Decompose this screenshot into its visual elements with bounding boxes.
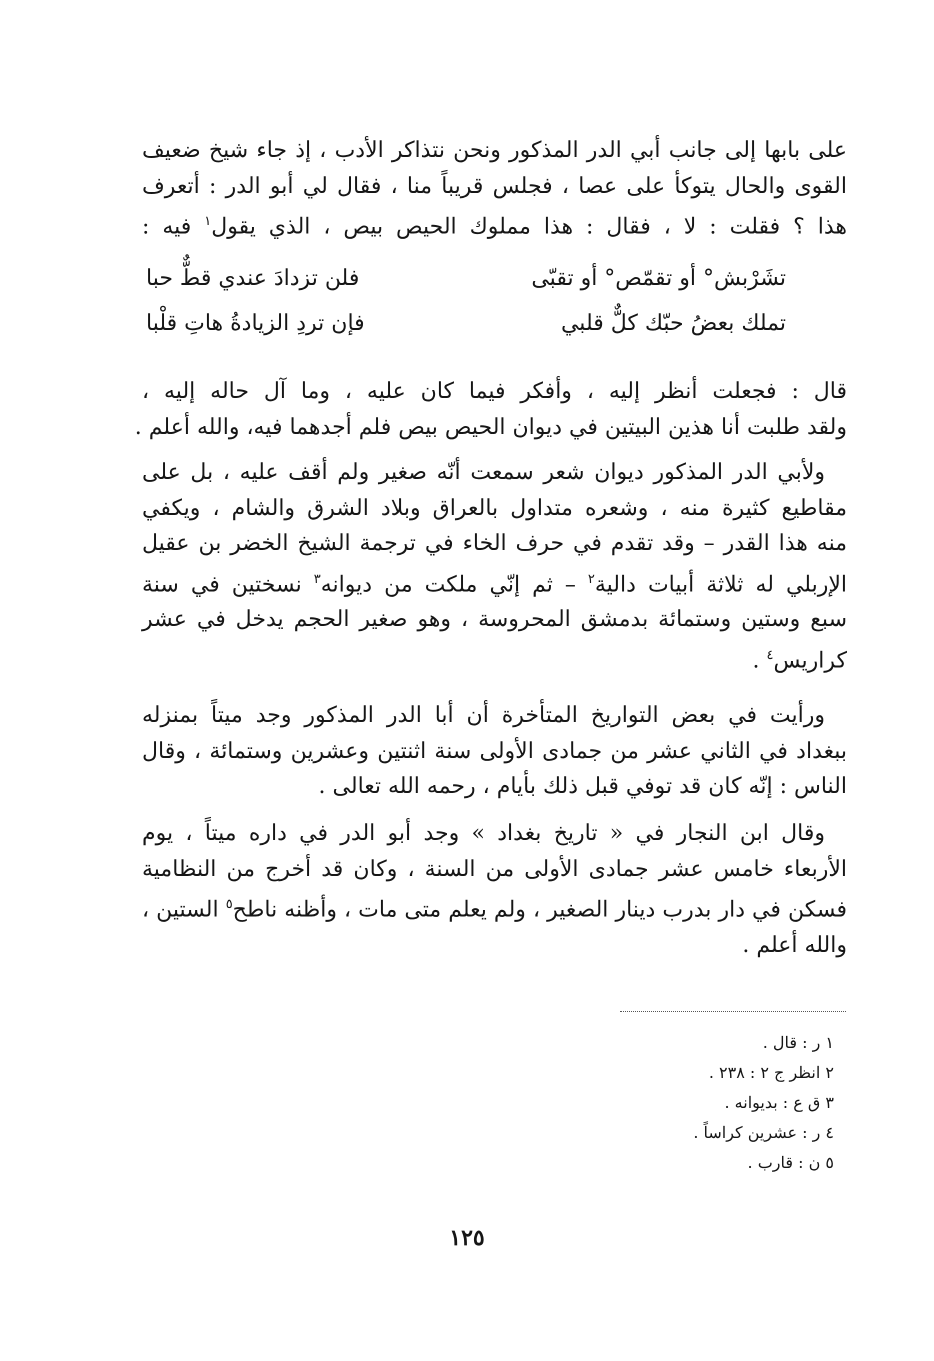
paragraph-4 (142, 698, 847, 805)
text-line (142, 887, 847, 928)
text-line: قال : فجعلت أنظر إليه ، وأفكر فيما كان عليه ، وما آل حاله إليه ، (142, 379, 847, 404)
page-number: ١٢٥ (449, 1225, 485, 1251)
text-segment: فسكن في دار بدرب دينار الصغير ، ولم يعلم متى مات ، وأظنه ناطح (232, 897, 847, 923)
verse-line-1 (146, 266, 786, 302)
text-line (142, 204, 847, 245)
paragraph-3 (142, 455, 847, 679)
text-segment: – ثم إنّي ملكت من ديوانه (320, 571, 588, 597)
verse-line-2 (146, 311, 786, 347)
text-line: سبع وستين وستمائة بدمشق المحروسة ، وهو صغير الحجم يدخل في عشر (142, 607, 847, 633)
text-line: القوى والحال يتوكأ على عصا ، فجلس قريباً منا ، فقال لي أبو الدر : أتعرف (142, 173, 847, 199)
text-line: الناس : إنّه كان قد توفي قبل ذلك بأيام ، رحمه الله تعالى . (318, 774, 847, 799)
text-segment: هذا ؟ فقلت : لا ، فقال : هذا مملوك الحيص بيص ، الذي يقول (211, 214, 847, 240)
text-segment: فيه : (142, 214, 205, 240)
text-line: منه هذا القدر – وقد تقدم في حرف الخاء في ترجمة الشيخ الخضر بن عقيل (142, 531, 847, 556)
verse-second-hemistich: فلن تزدادَ عندي قطٌّ حبا (146, 266, 360, 291)
verse-first-hemistich: تملك بعضُ حبّك كلٌّ قلبي (560, 311, 786, 336)
footnotes (693, 1028, 834, 1178)
text-line: على بابها إلى جانب أبي الدر المذكور ونحن نتذاكر الأدب ، إذ جاء شيخ ضعيف (142, 138, 847, 163)
footnote-5: ٥ ن : قارب . (747, 1153, 834, 1172)
footnote-4: ٤ ر : عشرين كراساً . (693, 1123, 834, 1142)
verse-first-hemistich: تشَرْبش° أو تقمّص° أو تقبّى (531, 266, 786, 291)
text-segment: . (752, 648, 767, 674)
footnote-2: ٢ انظر ج ٢ : ٢٣٨ . (708, 1063, 834, 1082)
paragraph-5 (142, 816, 847, 963)
text-line: وقال ابن النجار في « تاريخ بغداد » وجد أبو الدر في داره ميتاً ، يوم (142, 821, 825, 846)
text-segment: كراريس (773, 648, 847, 674)
footnote-ref-5: ٥ (225, 897, 233, 912)
text-line: ورأيت في بعض التواريخ المتأخرة أن أبا الدر المذكور وجد ميتاً بمنزله (142, 703, 825, 728)
text-line: ولأبي الدر المذكور ديوان شعر سمعت أنّه صغير ولم أقف عليه ، بل على (142, 460, 825, 485)
text-segment: الستين ، (142, 897, 226, 923)
footnote-ref-2: ٢ (587, 571, 595, 587)
text-line: مقاطيع كثيرة منه ، وشعره متداول بالعراق وبلاد الشرق والشام ، ويكفي (142, 495, 847, 521)
text-line (142, 562, 847, 603)
footnote-separator (620, 1011, 846, 1012)
paragraph-1 (142, 133, 847, 245)
verse-second-hemistich: فإن تردِ الزيادةُ هاتِ قلْبا (146, 311, 365, 336)
text-line: والله أعلم . (742, 932, 847, 958)
text-line: ولقد طلبت أنا هذين البيتين في ديوان الحيص بيص فلم أجدهما فيه، والله أعلم . (134, 414, 847, 440)
text-segment: الإربلي له ثلاثة أبيات دالية (594, 571, 847, 597)
text-line: الأربعاء خامس عشر جمادى الأولى من السنة ، وكان قد أخرج من النظامية (142, 856, 847, 882)
text-segment: نسختين في سنة (142, 571, 314, 597)
text-line: ببغداد في الثاني عشر من جمادى الأولى سنة اثنتين وعشرين وستمائة ، وقال (142, 738, 847, 764)
paragraph-2 (134, 374, 847, 445)
footnote-ref-4: ٤ (766, 647, 774, 663)
footnote-ref-3: ٣ (313, 571, 321, 587)
footnote-1: ١ ر : قال . (762, 1033, 834, 1052)
footnote-3: ٣ ق ع : بديوانه . (724, 1093, 834, 1112)
footnote-ref-1: ١ (204, 214, 212, 229)
text-line (142, 638, 847, 679)
